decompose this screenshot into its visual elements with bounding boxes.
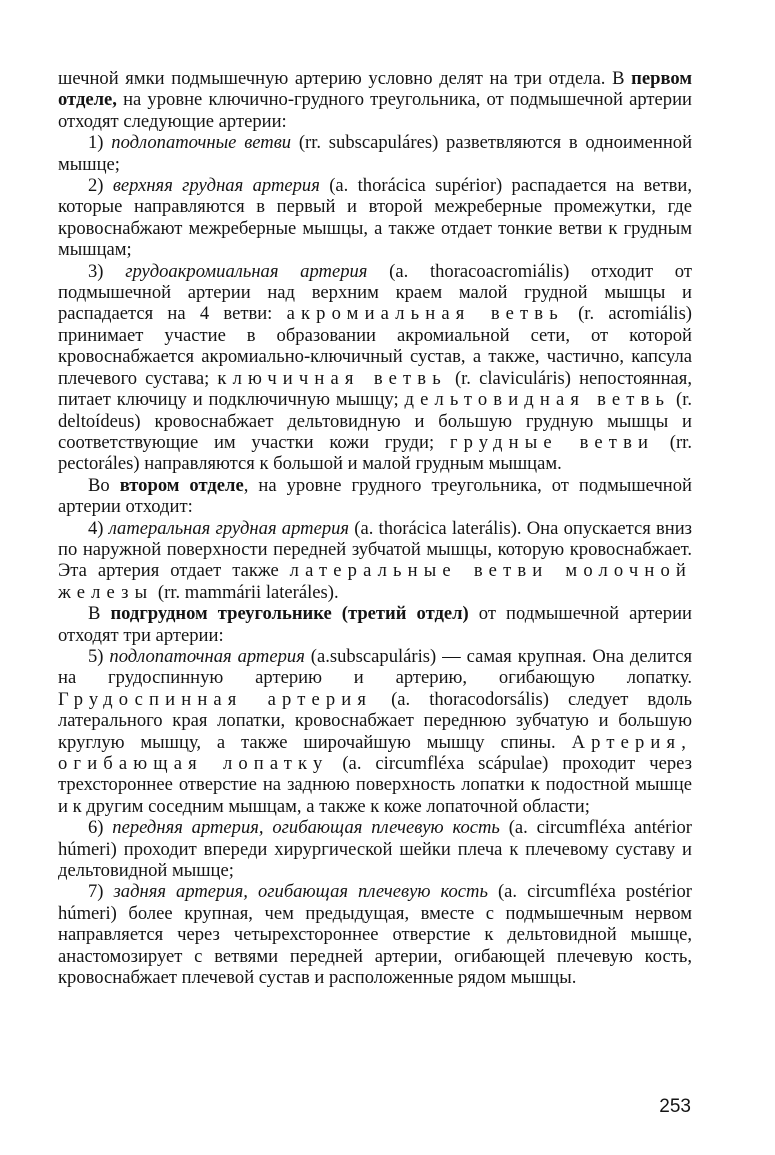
text-segment: 1)	[88, 132, 112, 154]
paragraph-1	[58, 68, 692, 132]
page-body	[58, 68, 692, 988]
paragraph-7	[58, 603, 692, 646]
text-segment: (rr. mammárii lateráles).	[153, 581, 339, 603]
text-segment: от подмышечной артерии отходят три артерии:	[58, 603, 692, 646]
text-segment: (a. thoracodorsális) следует вдоль латерального края лопатки, кровоснабжает переднюю зубчатую и большую круглую мышцу, а также широчайшую мышцу спины.	[58, 688, 692, 753]
branch-name-spaced: грудные ветви	[449, 431, 655, 453]
branch-name-spaced: латеральные ветви молочной железы	[58, 560, 692, 603]
text-segment: В	[88, 603, 111, 625]
branch-name-spaced: Грудоспинная артерия	[58, 688, 373, 710]
paragraph-5	[58, 475, 692, 518]
text-segment: (rr. subscapuláres) разветвляются в одноименной мышце;	[58, 132, 693, 175]
text-segment: (a. circumfléxa scápulae) проходит через трехстороннее отверстие на заднюю поверхность лопатки к подостной мышце и к другим соседним мышцам, а также к коже лопаточной области;	[58, 753, 692, 817]
bold-term: подгрудном треугольнике (третий отдел)	[110, 603, 469, 625]
text-segment: 6)	[88, 817, 113, 839]
artery-name: задняя артерия, огибающая плечевую кость	[113, 881, 488, 903]
bold-term: первом отделе,	[58, 68, 692, 111]
text-segment: , на уровне грудного треугольника, от подмышечной артерии отходит:	[58, 474, 692, 518]
paragraph-3	[58, 175, 692, 261]
text-segment: (a.subscapuláris) — самая крупная. Она делится на грудоспинную артерию и артерию, огибающую лопатку.	[58, 645, 692, 689]
artery-name: передняя артерия, огибающая плечевую кость	[112, 817, 500, 839]
branch-name-spaced: акромиальная ветвь	[286, 303, 564, 325]
artery-name: грудоакромиальная артерия	[125, 260, 368, 282]
branch-name-spaced: дельтовидная ветвь	[404, 389, 671, 411]
paragraph-9	[58, 817, 692, 881]
paragraph-4	[58, 261, 692, 475]
paragraph-10	[58, 881, 692, 988]
text-segment: (a. circumfléxa postérior húmeri) более крупная, чем предыдущая, вместе с подмышечным нервом направляется через четырехстороннее отверстие к дельтовидной мышце, анастомозирует с ветвями передней артерии, огибающей плечевую кость, кровоснабжает плечевой сустав и расположенные рядом мышцы.	[58, 881, 692, 989]
branch-name-spaced: ключичная ветвь	[217, 367, 447, 389]
text-segment: (a. circumfléxa antérior húmeri) проходит впереди хирургической шейки плеча к плечевому суставу и дельтовидной мышце;	[58, 817, 692, 882]
text-segment: (rr. pectoráles) направляются к большой и малой грудным мышцам.	[58, 431, 692, 475]
text-segment: 7)	[88, 881, 114, 903]
text-segment: шечной ямки подмышечную артерию условно делят на три отдела. В	[58, 68, 632, 89]
bold-term: втором отделе	[119, 474, 244, 496]
branch-name-spaced: Артерия, огибающая лопатку	[58, 731, 692, 774]
text-segment: 5)	[88, 645, 110, 667]
artery-name: верхняя грудная артерия	[112, 175, 320, 197]
page-number: 253	[659, 1096, 691, 1117]
text-segment: (a. thorácica supérior) распадается на ветви, которые направляются в первый и второй межреберные промежутки, где кровоснабжают межреберные мышцы, а также отдает тонкие ветви к грудным мышцам;	[58, 175, 692, 261]
paragraph-8	[58, 646, 692, 817]
text-segment: (r. claviculáris) непостоянная, питает ключицу и подключичную мышцу;	[58, 367, 692, 411]
text-segment: (a. thoracoacromiális) отходит от подмышечной артерии над верхним краем малой грудной мышцы и распадается на 4 ветви:	[58, 260, 692, 325]
paragraph-6	[58, 518, 692, 604]
text-segment: 4)	[88, 517, 109, 539]
text-segment: на уровне ключично-грудного треугольника, от подмышечной артерии отходят следующие артерии:	[58, 89, 692, 132]
artery-name: подлопаточная артерия	[109, 645, 305, 667]
text-segment: Во	[88, 474, 120, 496]
text-segment: 3)	[88, 260, 126, 282]
text-segment: 2)	[88, 175, 113, 197]
artery-name: подлопаточные ветви	[111, 132, 292, 154]
text-segment: (r. deltoídeus) кровоснабжает дельтовидную и большую грудную мышцы и соответствующие им участки кожи груди;	[58, 389, 693, 453]
text-segment: (a. thorácica laterális). Она опускается вниз по наружной поверхности передней зубчатой мышцы, которую кровоснабжает. Эта артерия отдает также	[58, 517, 693, 582]
artery-name: латеральная грудная артерия	[108, 517, 350, 539]
text-segment: (r. acromiális) принимает участие в образовании акромиальной сети, от которой кровоснабжается акромиально-ключичный сустав, а также, частично, капсула плечевого сустава;	[58, 303, 692, 389]
paragraph-2	[58, 132, 692, 175]
